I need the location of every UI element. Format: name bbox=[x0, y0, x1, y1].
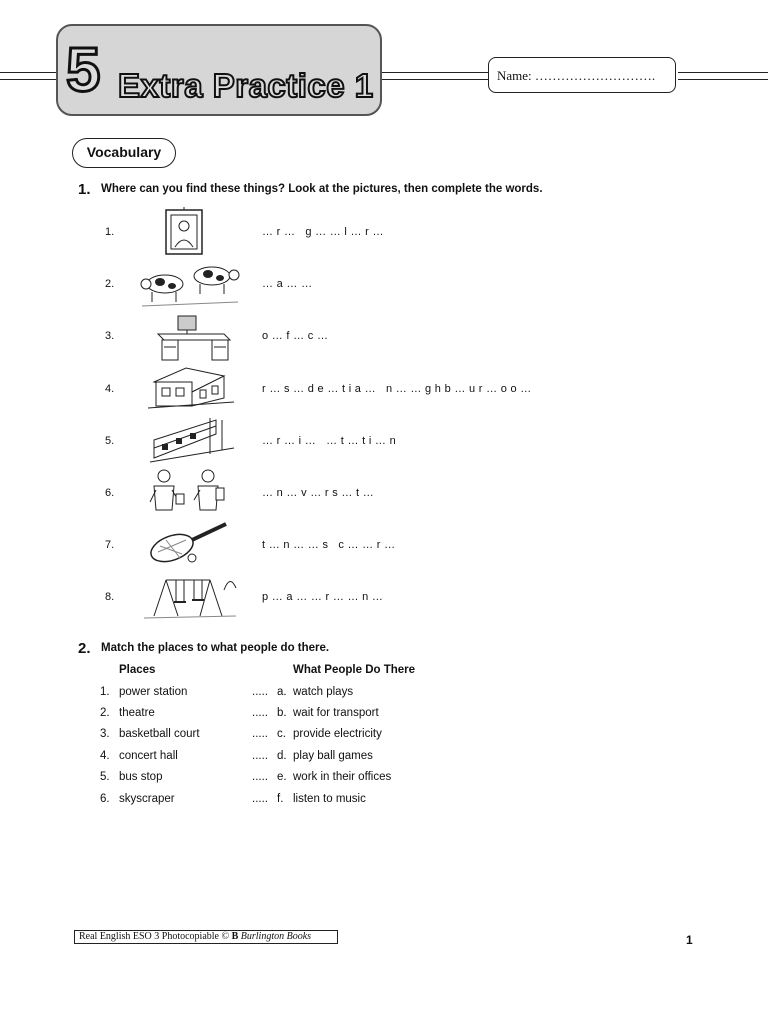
item-number: 3. bbox=[105, 330, 115, 342]
house-icon bbox=[140, 362, 240, 412]
match-option-letter: c. bbox=[277, 728, 286, 740]
match-action: watch plays bbox=[293, 686, 354, 698]
match-option-letter: b. bbox=[277, 707, 287, 719]
blank-word: … a … … bbox=[262, 278, 313, 290]
name-field[interactable]: Name: ………………………. bbox=[488, 57, 676, 93]
header-rule-left-top bbox=[0, 72, 56, 73]
exercise-2-instruction: Match the places to what people do there. bbox=[101, 642, 330, 654]
match-option-letter: f. bbox=[277, 793, 284, 805]
match-row-number: 6. bbox=[100, 793, 110, 805]
footer-text: Real English ESO 3 Photocopiable © bbox=[79, 931, 232, 942]
match-row-number: 1. bbox=[100, 686, 110, 698]
match-option-letter: e. bbox=[277, 771, 287, 783]
column-header-actions: What People Do There bbox=[293, 664, 416, 676]
column-header-places: Places bbox=[119, 664, 156, 676]
blank-word: t … n … … s c … … r … bbox=[262, 539, 396, 551]
match-place: basketball court bbox=[119, 728, 200, 740]
match-option-letter: d. bbox=[277, 750, 287, 762]
match-answer-blank[interactable]: ..... bbox=[252, 686, 268, 698]
header-rule-right-bottom bbox=[678, 79, 768, 80]
tennis-racket-icon bbox=[140, 518, 240, 568]
match-option-letter: a. bbox=[277, 686, 287, 698]
footer-brand: Burlington Books bbox=[240, 931, 312, 942]
item-number: 4. bbox=[105, 383, 115, 395]
playground-swings-icon bbox=[140, 570, 240, 620]
blank-word: p … a … … r … … n … bbox=[262, 591, 384, 603]
burlington-logo-icon: B bbox=[231, 931, 239, 942]
match-place: power station bbox=[119, 686, 188, 698]
match-row-number: 5. bbox=[100, 771, 110, 783]
match-action: wait for transport bbox=[293, 707, 379, 719]
header-rule-left-bottom bbox=[0, 79, 56, 80]
item-number: 6. bbox=[105, 487, 115, 499]
match-answer-blank[interactable]: ..... bbox=[252, 793, 268, 805]
header-rule-mid-top bbox=[380, 72, 488, 73]
unit-title-banner bbox=[56, 24, 382, 116]
item-number: 1. bbox=[105, 226, 115, 238]
match-row-number: 4. bbox=[100, 750, 110, 762]
match-place: skyscraper bbox=[119, 793, 175, 805]
section-label-vocabulary: Vocabulary bbox=[72, 138, 176, 168]
match-place: bus stop bbox=[119, 771, 163, 783]
item-number: 8. bbox=[105, 591, 115, 603]
exercise-1-number: 1. bbox=[78, 181, 91, 198]
match-action: listen to music bbox=[293, 793, 366, 805]
match-place: theatre bbox=[119, 707, 155, 719]
page-number: 1 bbox=[686, 933, 693, 947]
footer-credit bbox=[74, 930, 338, 944]
exercise-1-instruction: Where can you find these things? Look at the pictures, then complete the words. bbox=[101, 183, 543, 195]
item-number: 5. bbox=[105, 435, 115, 447]
match-answer-blank[interactable]: ..... bbox=[252, 728, 268, 740]
exercise-2-number: 2. bbox=[78, 640, 91, 657]
match-place: concert hall bbox=[119, 750, 178, 762]
match-action: work in their offices bbox=[293, 771, 392, 783]
match-action: play ball games bbox=[293, 750, 373, 762]
blank-word: r … s … d e … t i a … n … … g h b … u r … o o … bbox=[262, 383, 532, 395]
blank-word: … n … v … r s … t … bbox=[262, 487, 375, 499]
framed-painting-icon bbox=[140, 207, 240, 257]
blank-word: … r … i … … t … t i … n bbox=[262, 435, 397, 447]
students-icon bbox=[140, 466, 240, 516]
item-number: 7. bbox=[105, 539, 115, 551]
match-answer-blank[interactable]: ..... bbox=[252, 750, 268, 762]
match-row-number: 3. bbox=[100, 728, 110, 740]
train-platform-icon bbox=[140, 414, 240, 464]
match-answer-blank[interactable]: ..... bbox=[252, 771, 268, 783]
match-answer-blank[interactable]: ..... bbox=[252, 707, 268, 719]
match-action: provide electricity bbox=[293, 728, 382, 740]
header-rule-mid-bottom bbox=[380, 79, 488, 80]
header-rule-right-top bbox=[678, 72, 768, 73]
unit-number: 5 bbox=[66, 36, 101, 105]
item-number: 2. bbox=[105, 278, 115, 290]
office-desk-computer-icon bbox=[140, 312, 240, 362]
cows-icon bbox=[140, 262, 240, 312]
match-row-number: 2. bbox=[100, 707, 110, 719]
blank-word: … r … g … … l … r … bbox=[262, 226, 384, 238]
page-title: Extra Practice 1 bbox=[118, 67, 374, 104]
blank-word: o … f … c … bbox=[262, 330, 329, 342]
